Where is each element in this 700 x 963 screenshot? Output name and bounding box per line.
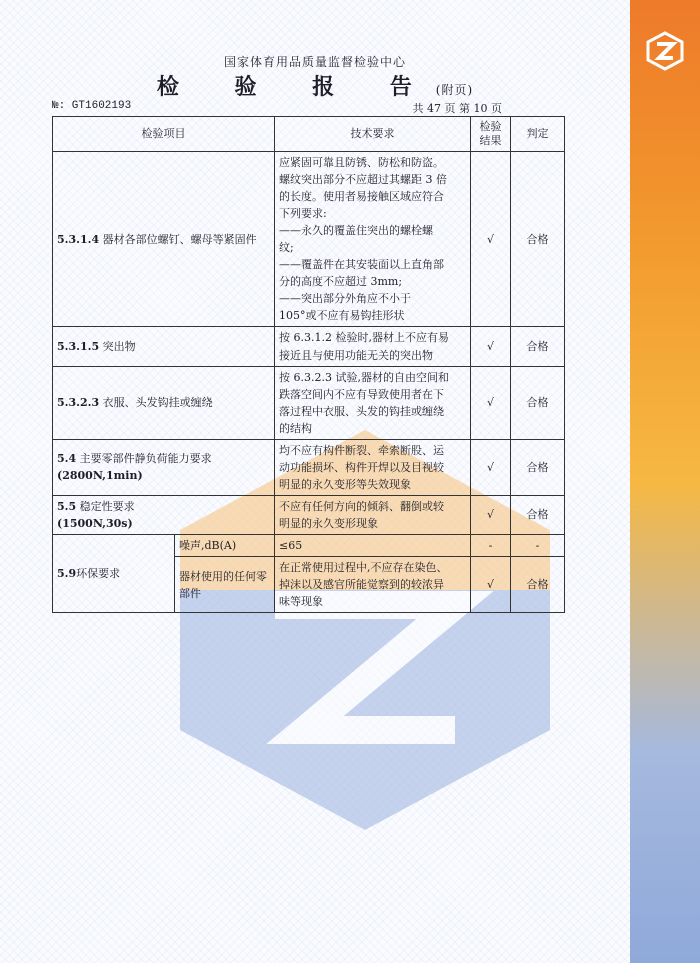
table-row: [53, 534, 565, 556]
requirement-line: 的结构: [279, 421, 312, 435]
header-result: 检验结果: [471, 117, 511, 152]
requirement-line: 明显的永久变形现象: [279, 516, 378, 530]
brand-side-band: [630, 0, 700, 963]
verdict-cell: 合格: [511, 327, 565, 366]
inspection-table: [52, 116, 565, 613]
requirement-line: 按 6.3.1.2 检验时,器材上不应有易: [279, 331, 449, 345]
requirement-line: 明显的永久变形等失效现象: [279, 477, 411, 491]
report-title: [0, 70, 630, 101]
item-name: 环保要求: [76, 567, 121, 581]
sub-item-cell: 器材使用的任何零部件: [175, 557, 275, 613]
requirement-line: 接近且与使用功能无关的突出物: [279, 348, 433, 362]
result-mark: -: [471, 534, 511, 556]
item-cell: [53, 439, 275, 495]
sub-item-cell: 噪声,dB(A): [175, 534, 275, 556]
requirement-line: 下列要求:: [279, 207, 327, 221]
item-name: 器材各部位螺钉、螺母等紧固件: [102, 232, 257, 246]
verdict-cell: 合格: [511, 495, 565, 534]
result-mark: √: [471, 557, 511, 613]
requirement-line: 在正常使用过程中,不应存在染色、: [279, 561, 448, 575]
requirement-line: 不应有任何方向的倾斜、翻倒或较: [279, 499, 444, 513]
requirement-cell: [275, 366, 471, 439]
item-condition: (2800N,1min): [57, 469, 143, 483]
requirement-line: 均不应有构件断裂、牵索断股、运: [279, 443, 444, 457]
header-verdict: 判定: [511, 117, 565, 152]
verdict-cell: 合格: [511, 439, 565, 495]
table-row: [53, 495, 565, 534]
result-mark: √: [471, 327, 511, 366]
item-cell: [53, 366, 275, 439]
item-cell: [53, 495, 275, 534]
table-row: [53, 327, 565, 366]
item-cell: [53, 152, 275, 327]
requirement-line: ——永久的覆盖住突出的螺栓螺: [279, 224, 433, 238]
requirement-line: 动功能损坏、构件开焊以及目视较: [279, 460, 444, 474]
item-name: 突出物: [102, 339, 136, 353]
result-mark: √: [471, 152, 511, 327]
requirement-line: 落过程中衣服、头发的钩挂或缠绕: [279, 404, 444, 418]
requirement-cell: [275, 327, 471, 366]
item-cell: [53, 534, 175, 612]
report-title-main: 检 验 报 告: [156, 74, 436, 100]
page-indicator: 共 47 页 第 10 页: [412, 102, 502, 115]
requirement-cell: [275, 557, 471, 613]
result-mark: √: [471, 366, 511, 439]
item-code: 5.3.1.5: [57, 339, 100, 353]
result-mark: √: [471, 439, 511, 495]
header-requirement: 技术要求: [275, 117, 471, 152]
issuing-organization: 国家体育用品质量监督检验中心: [223, 55, 406, 69]
item-condition: (1500N,30s): [57, 516, 133, 530]
report-meta: [52, 100, 564, 116]
item-code: 5.5: [57, 499, 77, 513]
table-row: [53, 439, 565, 495]
item-code: 5.3.1.4: [57, 232, 100, 246]
verdict-cell: 合格: [511, 557, 565, 613]
header-item: 检验项目: [53, 117, 275, 152]
brand-logo-icon: [644, 30, 686, 72]
verdict-cell: -: [511, 534, 565, 556]
verdict-cell: 合格: [511, 366, 565, 439]
table-header-row: [53, 117, 565, 152]
requirement-line: 的长度。使用者易接触区域应符合: [279, 190, 444, 204]
requirement-line: 105°或不应有易钩挂形状: [279, 309, 405, 323]
result-mark: √: [471, 495, 511, 534]
item-code: 5.4: [57, 452, 77, 466]
item-code: 5.9: [57, 567, 77, 581]
requirement-line: 跌落空间内不应有导致使用者在下: [279, 387, 444, 401]
requirement-line: ——覆盖件在其安装面以上直角部: [279, 258, 444, 272]
requirement-line: ——突出部分外角应不小于: [279, 292, 411, 306]
requirement-line: 按 6.3.2.3 试验,器材的自由空间和: [279, 370, 449, 384]
requirement-line: 应紧固可靠且防锈、防松和防盗。: [279, 156, 444, 169]
item-name: 主要零部件静负荷能力要求: [79, 452, 212, 466]
requirement-cell: [275, 152, 471, 327]
verdict-cell: 合格: [511, 152, 565, 327]
requirement-cell: [275, 439, 471, 495]
requirement-line: 味等现象: [279, 595, 323, 609]
requirement-line: 螺纹突出部分不应超过其螺距 3 倍: [279, 173, 447, 187]
report-number: №: GT1602193: [52, 100, 132, 112]
item-code: 5.3.2.3: [57, 396, 100, 410]
report-title-sub: (附页): [435, 83, 474, 97]
requirement-line: 纹;: [279, 241, 294, 255]
requirement-cell: [275, 495, 471, 534]
item-cell: [53, 327, 275, 366]
item-name: 稳定性要求: [79, 499, 135, 513]
table-row: [53, 152, 565, 327]
requirement-line: 分的高度不应超过 3mm;: [279, 275, 403, 289]
item-name: 衣服、头发钩挂或缠绕: [102, 396, 213, 410]
table-row: [53, 366, 565, 439]
requirement-cell: ≤65: [275, 534, 471, 556]
requirement-line: 掉沫以及感官所能觉察到的较浓异: [279, 578, 444, 592]
